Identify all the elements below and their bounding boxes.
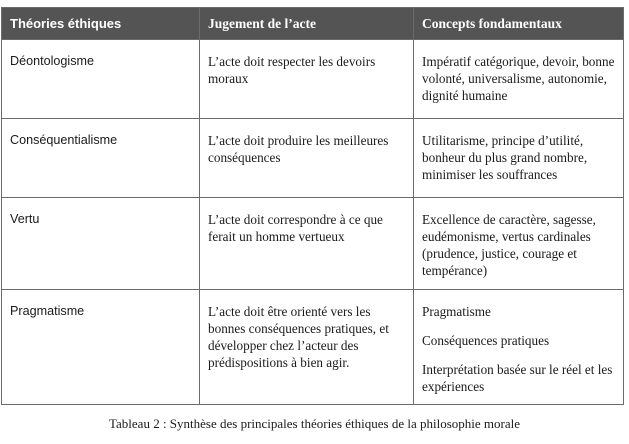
table-row [2,119,624,198]
judgment-cell: L’acte doit être orienté vers les bonnes conséquences pratiques, et développer chez l’acteur des prédispositions à bien agir. [200,290,414,405]
table-header-row [2,8,624,40]
concepts-cell [414,119,624,198]
concepts-text: Pragmatisme [422,304,491,319]
ethics-table-container [1,7,623,405]
concepts-text: Excellence de caractère, sagesse, eudémonisme, vertus cardinales (prudence, justice, courage et tempérance) [422,212,596,278]
judgment-cell: L’acte doit produire les meilleures conséquences [200,119,414,198]
ethics-theories-table [1,7,624,405]
judgment-cell: L’acte doit respecter les devoirs moraux [200,40,414,119]
theory-cell: Déontologisme [2,40,200,119]
header-concepts: Concepts fondamentaux [414,8,624,40]
theory-cell: Pragmatisme [2,290,200,405]
header-theories: Théories éthiques [2,8,200,40]
concepts-text: Interprétation basée sur le réel et les expériences [422,362,613,394]
judgment-cell: L’acte doit correspondre à ce que ferait un homme vertueux [200,198,414,290]
theory-cell: Vertu [2,198,200,290]
concepts-cell [414,198,624,290]
concepts-text: Utilitarisme, principe d’utilité, bonheur du plus grand nombre, minimiser les souffrances [422,133,588,182]
concepts-cell [414,40,624,119]
concepts-text: Impératif catégorique, devoir, bonne volonté, universalisme, autonomie, dignité humaine [422,54,615,103]
table-row [2,198,624,290]
table-caption: Tableau 2 : Synthèse des principales théories éthiques de la philosophie morale [108,416,520,431]
theory-cell: Conséquentialisme [2,119,200,198]
header-judgment: Jugement de l’acte [200,8,414,40]
table-row [2,290,624,405]
concepts-text: Conséquences pratiques [422,333,550,348]
table-row [2,40,624,119]
concepts-cell [414,290,624,405]
